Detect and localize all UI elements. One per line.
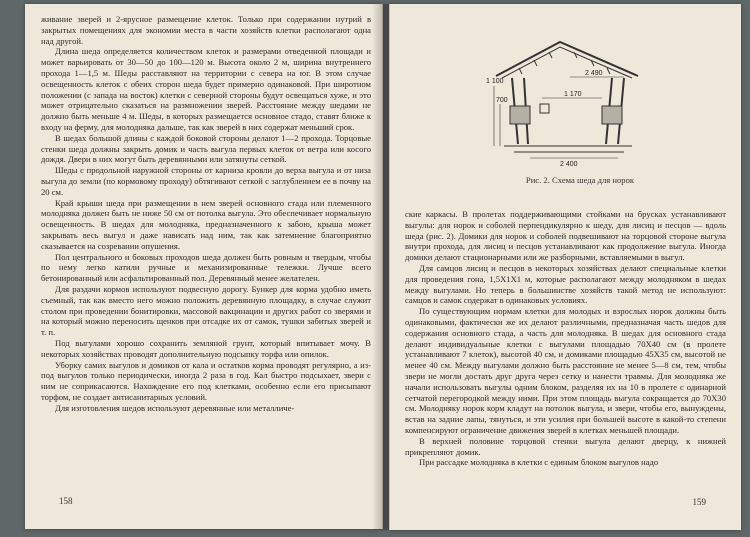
paragraph: ские каркасы. В пролетах поддерживающими стойками на брусках устанавливают выгулы: для норок и соболей перпендикулярно к шеду, для лисиц и песцов — вдоль шеда (рис. 2). Домики для норок и соболей подвешивают на торцовой стороне выгула внутри прохода, для лисиц и песцов устанавливают как продолжение выгула. Иногда домики делают стационарными или же разборными, вставляемыми в выгул.	[405, 209, 726, 263]
paragraph: Уборку самих выгулов и домиков от кала и остатков корма проводят регулярно, а из-под выгулов только периодически, иногда 2 раза в год. Кал быстро подсыхает, звери с ним не соприкасаются. Нахождение его под клетками, особенно если его присыпают торфом, не создает антисанитарных условий.	[41, 359, 371, 402]
paragraph: Край крыши шеда при размещении в нем зверей основного стада или племенного молодняка должен быть не ниже 50 см от потолка выгула. Это обеспечивает нормальную освещенность. В шедах для молодняка, предназначенного к забою, крыша может закрывать весь выгул и даже нависать над ним, так как затемнение благоприятно сказывается на созревании опушения.	[41, 197, 371, 251]
paragraph: Для раздачи кормов используют подвесную дорогу. Бункер для корма удобно иметь съемный, так как вместо него можно положить деревянную площадку, в случае служит столом при проведении бонитировки, массовой вакцинации и других работ со зверями и на который можно переносить щенков при отсадке их от самок, тушки забитых зверей и т. п.	[41, 283, 371, 338]
paragraph: живание зверей и 2-ярусное размещение клеток. Только при содержании нутрий в закрытых помещениях для экономии места в части хозяйств клетки располагают одна над другой.	[41, 14, 371, 46]
shed-diagram	[484, 34, 654, 169]
page-number: 158	[59, 496, 73, 506]
figure-caption: Рис. 2. Схема шеда для норок	[525, 175, 635, 185]
paragraph: По существующим нормам клетки для молодых и взрослых норок должны быть одинаковыми, фактически же их делают различными, предназначая часть шедов для содержания основного стада, а часть для молодняка. В шедах для основного стада делают индивидуальные клетки с выгулами площадью 70Х40 см (в пролете устанавливают 7 клеток), высотой 40 см, и домиками площадью 45Х35 см, высотой не менее 40 см. Между выгулами должно быть расстояние не менее 5—8 см, тем, чтобы звери не могли достать друг друга через сетку и нанести травмы. Для молодняка же начали использовать выгулы одним блоком, разделяя их на 10 в пролете с одинарной сетчатой перегородкой между ними. При этом площадь выгула сокращается до 70Х30 см. Молодняку норок корм кладут на потолок выгула, и звери, чтобы его, вынуждены, встав на задние лапы, тянуться, и эти усилия при большей высоте в какой-то степени компенсируют ограничение движения зверей в клетках меньшей площади.	[405, 306, 726, 435]
paragraph: Под выгулами хорошо сохранить земляной грунт, который впитывает мочу. В некоторых хозяйствах проводят дополнительную подсыпку торфа или опилок.	[41, 337, 371, 359]
paragraph: Для изготовления шедов используют деревянные или металличе-	[55, 402, 295, 413]
left-cage-box	[510, 106, 530, 124]
paragraph: В шедах большой длины с каждой боковой стороны делают 1—2 прохода. Торцовые стенки шеда должны закрыть домик и часть выгула первых клеток от ветра или косого дождя. Двери в них могут быть деревянными или затянуты сеткой.	[41, 132, 371, 165]
figure-label-dim: 1 170	[564, 91, 582, 98]
figure-label-dim: 2 490	[585, 70, 603, 77]
paragraph: В верхней половине торцовой стенки выгула делают дверцу, к нижней прикрепляют домик.	[405, 435, 726, 457]
left-page	[25, 4, 383, 529]
right-page	[389, 4, 741, 530]
figure-label-dim: 2 400	[560, 161, 578, 168]
right-cage-box	[602, 106, 622, 124]
figure-label-dim: 1 100	[486, 78, 504, 85]
paragraph: Для самцов лисиц и песцов в некоторых хозяйствах делают специальные клетки для проведения гона, 1,5Х1Х1 м, которые располагают между молодняком в шедах между выгулами. Но теперь в большинстве хозяйств такой метод не используют: самцов и самок содержат в одинаковых условиях.	[405, 262, 726, 306]
paragraph: При рассадке молодняка в клетки с единым блоком выгулов надо	[419, 457, 659, 468]
paragraph: Шеды с продольной наружной стороны от карниза кровли до верха выгула и от низа выгула до земли (по кормовому проходу) обтягивают сеткой с заглублением ее в почву на 20 см.	[41, 165, 371, 197]
middle-cage-box	[540, 104, 549, 113]
figure-label-dim: 700	[496, 97, 508, 104]
left-page-text	[41, 14, 371, 413]
paragraph: Пол центрального и боковых проходов шеда должен быть ровным и твердым, чтобы по нему легко катили ручные и механизированные тележки. Лучше всего бетонированный или асфальтированный пол. Деревянный менее желателен.	[41, 251, 371, 284]
paragraph: Длина шеда определяется количеством клеток и размерами отведенной площади и может варьировать от 30—50 до 100—120 м. Высота около 2 м, ширина внутреннего прохода 1—1,5 м. Шеды расставляют на территории с севера на юг. В этом случае освещенность клеток с обеих сторон шеда будет примерно одинаковой. При широтном положении (с запада на восток) клетки с северной стороны будут освещаться хуже, и это может отрицательно сказаться на размножении зверей. Расстояние между шедами не должно быть меньше 4 м. Шеды, в которых размещается основное стадо, ставят ближе к входу на ферму, для молодняка дальше, так как зверей в них содержат меньший срок.	[41, 46, 371, 132]
page-number: 159	[692, 497, 706, 507]
right-page-text	[405, 209, 726, 468]
